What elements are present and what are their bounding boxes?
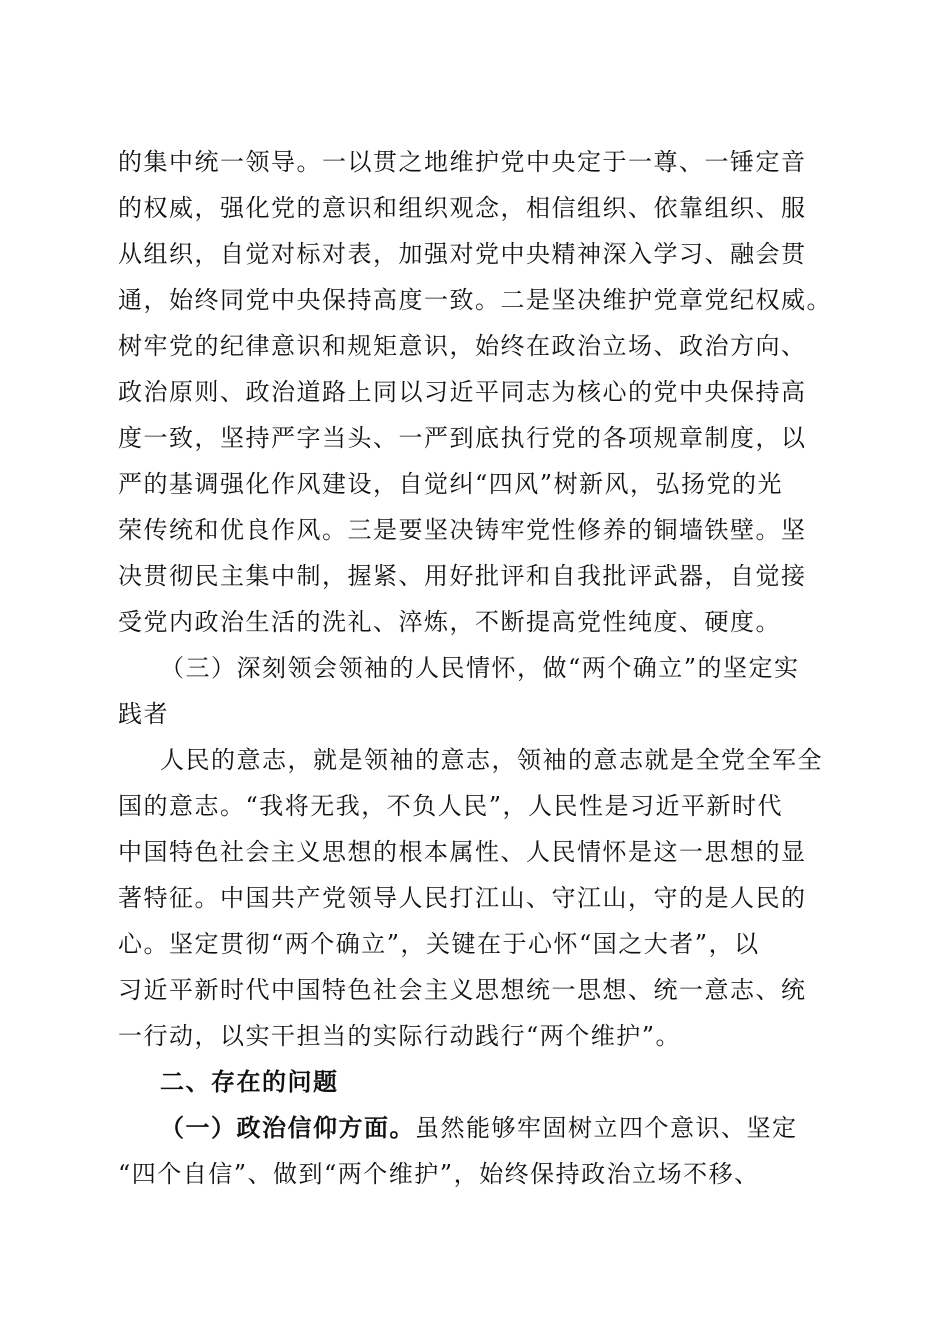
text-line: 政治原则、政治道路上同以习近平同志为核心的党中央保持高: [118, 378, 807, 406]
text-line: 决贯彻民主集中制，握紧、用好批评和自我批评武器，自觉接: [118, 562, 807, 590]
text-line: 习近平新时代中国特色社会主义思想统一思想、统一意志、统: [118, 976, 807, 1004]
paragraph-text: 虽然能够牢固树立四个意识、坚定: [415, 1114, 798, 1142]
text-line: “四个自信”、做到“两个维护”，始终保持政治立场不移、: [118, 1160, 760, 1188]
subsection-heading: （三）深刻领会领袖的人民情怀，做“两个确立”的坚定实: [160, 654, 800, 682]
text-line: 严的基调强化作风建设，自觉纠“四风”树新风，弘扬党的光: [118, 470, 784, 498]
text-line: 树牢党的纪律意识和规矩意识，始终在政治立场、政治方向、: [118, 332, 807, 360]
text-line: 心。坚定贯彻“两个确立”，关键在于心怀“国之大者”，以: [118, 930, 760, 958]
text-line: 度一致，坚持严字当头、一严到底执行党的各项规章制度，以: [118, 424, 807, 452]
text-line: 受党内政治生活的洗礼、淬炼，不断提高党性纯度、硬度。: [118, 608, 781, 636]
text-line: 中国特色社会主义思想的根本属性、人民情怀是这一思想的显: [118, 838, 807, 866]
text-line: [160, 1113, 832, 1143]
text-line: 著特征。中国共产党领导人民打江山、守江山，守的是人民的: [118, 884, 807, 912]
section-heading: 二、存在的问题: [160, 1068, 339, 1096]
text-line: 荣传统和优良作风。三是要坚决铸牢党性修养的铜墙铁壁。坚: [118, 516, 807, 544]
text-line: 的权威，强化党的意识和组织观念，相信组织、依靠组织、服: [118, 194, 807, 222]
subsection-heading-cont: 践者: [118, 700, 169, 728]
text-line: 通，始终同党中央保持高度一致。二是坚决维护党章党纪权威。: [118, 286, 832, 314]
text-line: 的集中统一领导。一以贯之地维护党中央定于一尊、一锤定音: [118, 148, 807, 176]
text-line: 一行动，以实干担当的实际行动践行“两个维护”。: [118, 1022, 682, 1050]
text-line: 从组织，自觉对标对表，加强对党中央精神深入学习、融会贯: [118, 240, 807, 268]
text-line: 国的意志。“我将无我，不负人民”，人民性是习近平新时代: [118, 792, 784, 820]
paragraph-lead: （一）政治信仰方面。: [160, 1114, 415, 1142]
text-line: 人民的意志，就是领袖的意志，领袖的意志就是全党全军全: [160, 746, 823, 774]
